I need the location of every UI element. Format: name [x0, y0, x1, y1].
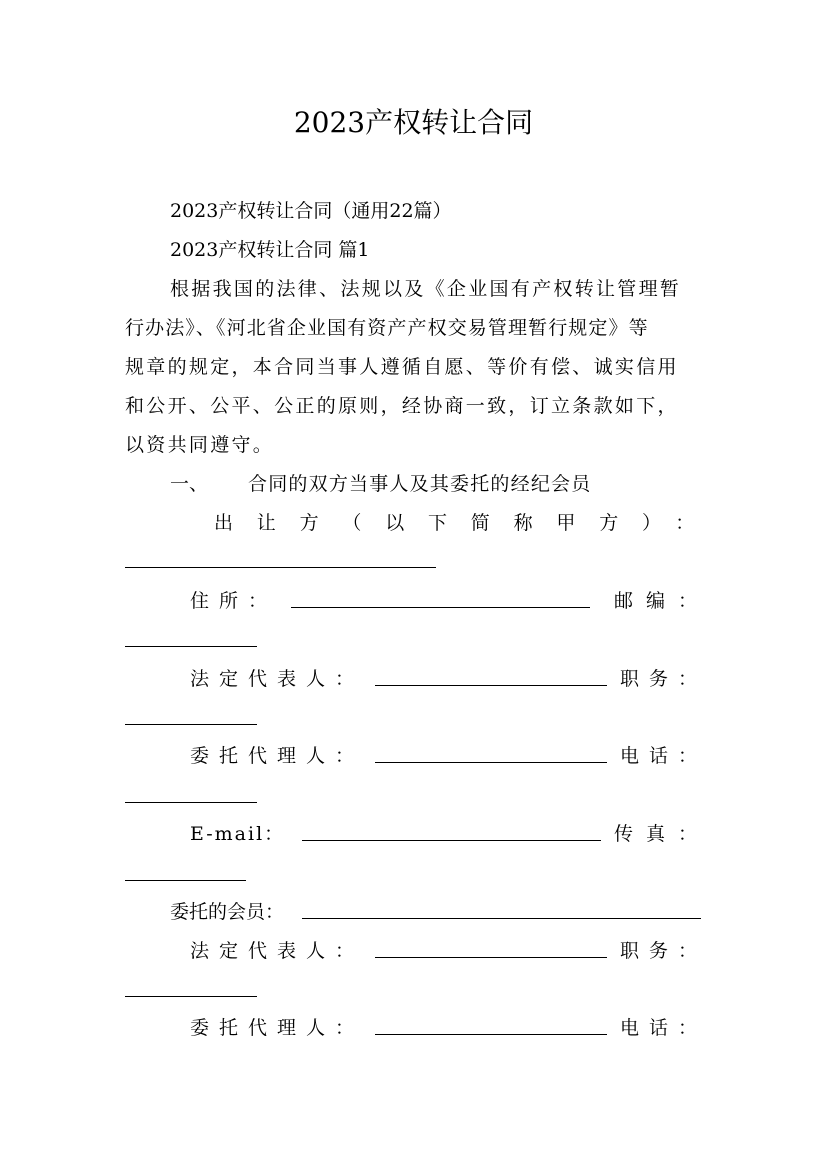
email-blank[interactable]	[302, 840, 601, 841]
section-title: 合同的双方当事人及其委托的经纪会员	[248, 473, 592, 495]
field-phone-label: 电话：	[620, 745, 708, 767]
chapter-heading: 2023产权转让合同 篇1	[170, 239, 370, 261]
section-heading	[170, 472, 591, 496]
document-title: 2023产权转让合同	[293, 106, 534, 139]
intro-line: 行办法》、《河北省企业国有资产产权交易管理暂行规定》等	[125, 317, 649, 339]
field-agent-label: 委托代理人：	[190, 1017, 365, 1039]
legal-rep-blank[interactable]	[375, 957, 607, 958]
member-blank[interactable]	[302, 918, 701, 919]
postcode-blank[interactable]	[125, 646, 257, 647]
agent-blank[interactable]	[375, 1034, 607, 1035]
agent-blank[interactable]	[375, 762, 607, 763]
field-position-label: 职务：	[620, 940, 708, 962]
field-legal-rep-label: 法定代表人：	[190, 668, 365, 690]
intro-line: 以资共同遵守。	[125, 434, 275, 456]
intro-line: 规章的规定，本合同当事人遵循自愿、等价有偿、诚实信用	[125, 356, 679, 378]
field-position-label: 职务：	[620, 668, 708, 690]
position-blank[interactable]	[125, 724, 257, 725]
field-fax-label: 传真：	[614, 823, 711, 845]
position-blank[interactable]	[125, 996, 257, 997]
field-postcode-label: 邮编：	[614, 590, 711, 612]
field-agent-label: 委托代理人：	[190, 745, 365, 767]
field-email-label: E-mail：	[190, 823, 286, 845]
field-phone-label: 电话：	[620, 1017, 708, 1039]
intro-line: 根据我国的法律、法规以及《企业国有产权转让管理暂	[170, 278, 682, 300]
field-transferor-label: 出让方（以下简称甲方）：	[214, 512, 719, 534]
phone-blank[interactable]	[125, 802, 257, 803]
intro-line: 和公开、公平、公正的原则，经协商一致，订立条款如下，	[125, 395, 679, 417]
section-number: 一、	[170, 473, 209, 495]
fax-blank[interactable]	[125, 880, 246, 881]
transferor-blank[interactable]	[125, 567, 436, 568]
subtitle: 2023产权转让合同（通用22篇）	[170, 200, 452, 222]
field-legal-rep-label: 法定代表人：	[190, 940, 365, 962]
field-member-label: 委托的会员：	[170, 901, 285, 923]
address-blank[interactable]	[291, 607, 590, 608]
legal-rep-blank[interactable]	[375, 685, 607, 686]
field-address-label: 住所：	[190, 590, 278, 612]
